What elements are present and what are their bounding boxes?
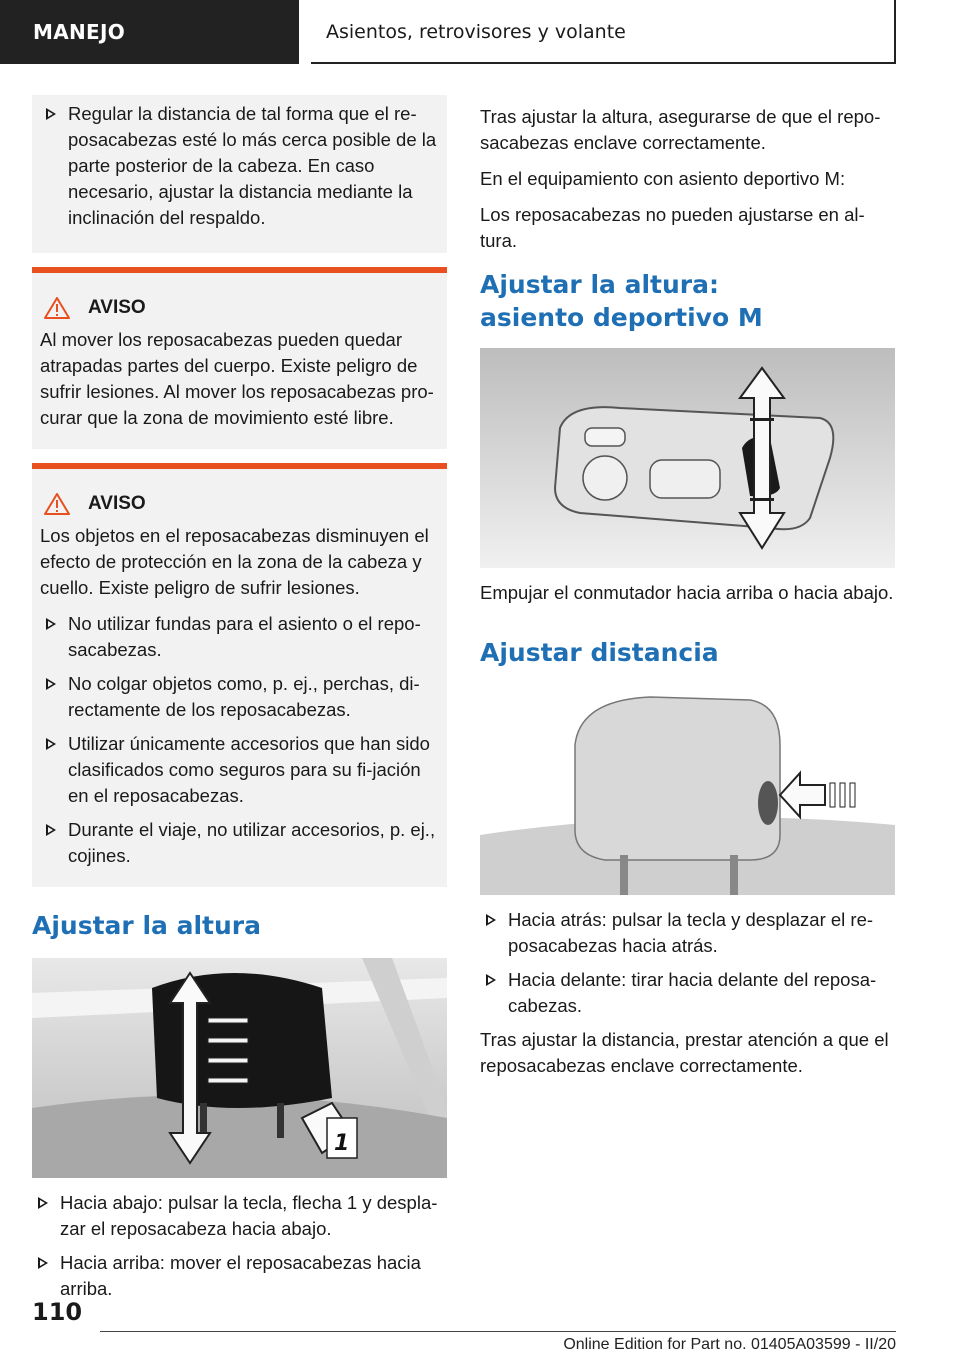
edition-note: Online Edition for Part no. 01405A03599 - II/20 — [563, 1336, 896, 1353]
paragraph: Empujar el conmutador hacia arriba o hacia abajo. — [480, 582, 894, 603]
list-item — [480, 967, 895, 1019]
section-heading: Ajustar la altura: asiento deportivo M — [480, 270, 763, 332]
warning-title-text: AVISO — [88, 297, 146, 318]
headrest-distance-illustration — [480, 685, 895, 895]
sport-seat-switch-illustration — [480, 348, 895, 568]
section-heading: Ajustar distancia — [480, 638, 719, 667]
triangle-bullet-icon — [46, 618, 56, 630]
paragraph: En el equipamiento con asiento deportivo M: — [480, 168, 846, 189]
triangle-bullet-icon — [46, 824, 56, 836]
list-item — [32, 1190, 447, 1242]
list-item-text: Hacia atrás: pulsar la tecla y desplazar el re‐posacabezas hacia atrás. — [508, 909, 874, 956]
warning-title — [40, 297, 439, 319]
list-item-text: Durante el viaje, no utilizar accesorios, p. ej., cojines. — [68, 819, 436, 866]
right-column — [480, 104, 895, 1089]
callout-number: 1 — [334, 1131, 350, 1156]
paragraph: Tras ajustar la altura, asegurarse de que el repo‐sacabezas enclave correctamente. — [480, 106, 881, 153]
headrest-height-illustration — [32, 958, 447, 1178]
warning-triangle-icon — [44, 297, 70, 319]
list-item-text: Hacia abajo: pulsar la tecla, flecha 1 y despla‐zar el reposacabeza hacia abajo. — [60, 1192, 438, 1239]
headrest-height-figure — [32, 958, 447, 1178]
warning-text: Los objetos en el reposacabezas disminuyen el efecto de protección en la zona de la cabeza y cuello. Existe peligro de sufrir lesiones. — [40, 525, 429, 598]
list-item — [40, 731, 439, 809]
instruction-box — [32, 95, 447, 253]
footer-divider — [100, 1331, 896, 1332]
list-item — [40, 817, 439, 869]
warning-box — [32, 463, 447, 887]
section-heading: Ajustar la altura — [32, 911, 261, 940]
section-label: MANEJO — [0, 0, 299, 64]
list-item — [40, 611, 439, 663]
list-item — [480, 907, 895, 959]
warning-title — [40, 493, 439, 515]
list-item-text: Regular la distancia de tal forma que el re‐posacabezas esté lo más cerca posible de la parte posterior de la cabeza. En caso necesario, ajustar la distancia mediante la inclinación del respaldo. — [68, 103, 437, 228]
warning-triangle-icon — [44, 493, 70, 515]
list-item — [40, 671, 439, 723]
triangle-bullet-icon — [486, 914, 496, 926]
triangle-bullet-icon — [46, 738, 56, 750]
page-number: 110 — [32, 1298, 83, 1326]
left-column — [32, 95, 447, 1310]
triangle-bullet-icon — [38, 1197, 48, 1209]
headrest-distance-figure — [480, 685, 895, 895]
paragraph: Los reposacabezas no pueden ajustarse en al‐tura. — [480, 204, 865, 251]
triangle-bullet-icon — [38, 1257, 48, 1269]
list-item — [32, 1250, 447, 1302]
triangle-bullet-icon — [486, 974, 496, 986]
list-item — [40, 101, 439, 231]
triangle-bullet-icon — [46, 108, 56, 120]
list-item-text: Hacia delante: tirar hacia delante del reposa‐cabezas. — [508, 969, 877, 1016]
paragraph: Tras ajustar la distancia, prestar atención a que el reposacabezas enclave correctamente. — [480, 1029, 889, 1076]
list-item-text: Hacia arriba: mover el reposacabezas hacia arriba. — [60, 1252, 421, 1299]
warning-title-text: AVISO — [88, 493, 146, 514]
chapter-title: Asientos, retrovisores y volante — [311, 0, 896, 64]
triangle-bullet-icon — [46, 678, 56, 690]
sport-seat-switch-figure — [480, 348, 895, 568]
list-item-text: Utilizar únicamente accesorios que han sido clasificados como seguros para su fi‐jación en el reposacabezas. — [68, 733, 430, 806]
warning-text: Al mover los reposacabezas pueden quedar atrapadas partes del cuerpo. Existe peligro de sufrir lesiones. Al mover los reposacabezas pro‐curar que la zona de movimiento esté libre. — [40, 329, 434, 428]
list-item-text: No utilizar fundas para el asiento o el repo‐sacabezas. — [68, 613, 421, 660]
list-item-text: No colgar objetos como, p. ej., perchas, di‐rectamente de los reposacabezas. — [68, 673, 420, 720]
warning-box — [32, 267, 447, 449]
